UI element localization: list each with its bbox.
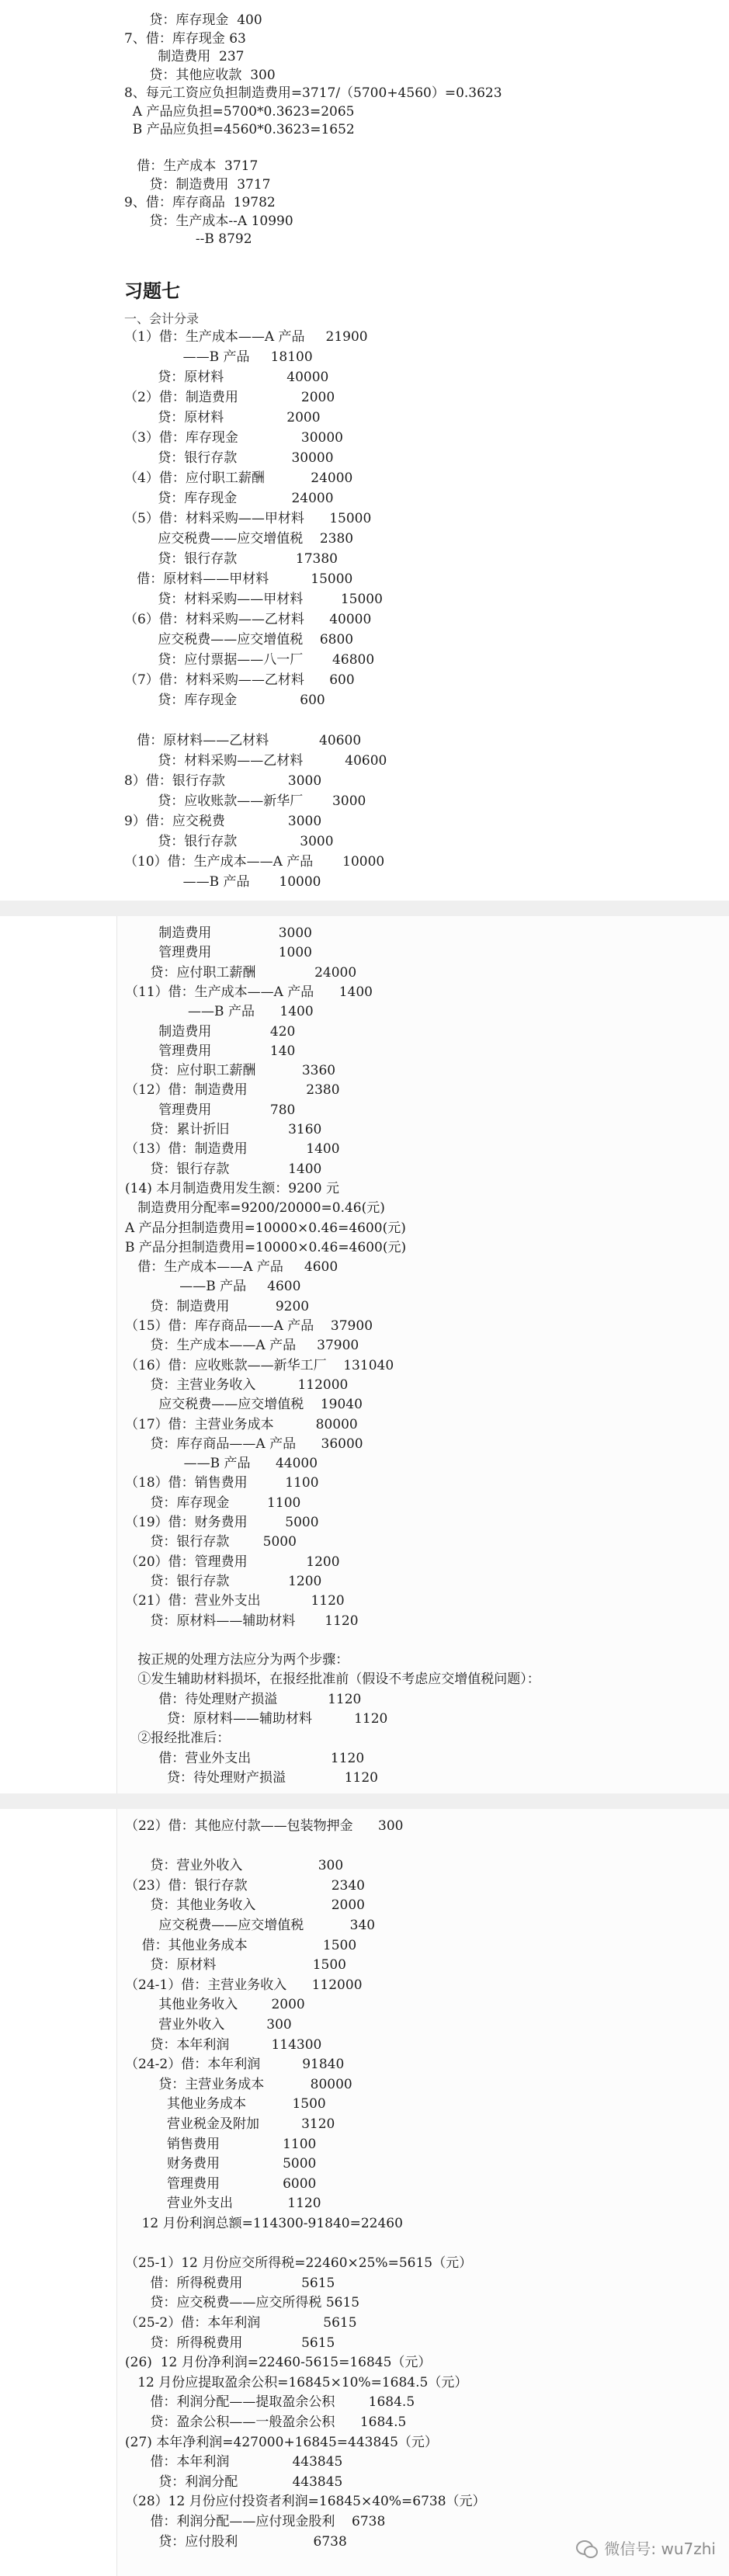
text-line: （16）借：应收账款——新华工厂 131040 bbox=[125, 1357, 394, 1373]
text-line: 9）借：应交税费 3000 bbox=[124, 814, 322, 829]
text-line: 借：原材料——甲材料 15000 bbox=[124, 571, 353, 587]
text-line: 贷：银行存款 1200 bbox=[125, 1573, 322, 1589]
text-line: 其他业务收入 2000 bbox=[125, 1997, 305, 2013]
text-line: 贷：待处理财产损溢 1120 bbox=[125, 1769, 378, 1786]
text-line: （2）借：制造费用 2000 bbox=[124, 390, 335, 405]
text-line: 财务费用 5000 bbox=[125, 2156, 317, 2172]
text-line: (26) 12 月份净利润=22460-5615=16845（元） bbox=[125, 2355, 432, 2371]
text-line: 9、借：库存商品 19782 bbox=[124, 195, 276, 210]
text-line: （24-2）借：本年利润 91840 bbox=[125, 2057, 345, 2073]
text-line: --B 8792 bbox=[124, 231, 252, 247]
text-line: A 产品应负担=5700*0.3623=2065 bbox=[124, 103, 355, 120]
text-line: 借：所得税费用 5615 bbox=[125, 2275, 335, 2291]
text-line: 贷：营业外收入 300 bbox=[125, 1858, 344, 1874]
text-line: 贷：原材料——辅助材料 1120 bbox=[125, 1711, 388, 1727]
text-line: 借：生产成本——A 产品 4600 bbox=[125, 1259, 338, 1276]
text-line: 应交税费——应交增值税 6800 bbox=[124, 632, 354, 647]
text-line: 贷：银行存款 17380 bbox=[124, 551, 338, 567]
text-line: 应交税费——应交增值税 19040 bbox=[125, 1397, 363, 1413]
text-line: 贷：应付职工薪酬 3360 bbox=[125, 1063, 336, 1079]
text-line: 贷：应付职工薪酬 24000 bbox=[125, 964, 357, 981]
text-line: 12 月份利润总额=114300-91840=22460 bbox=[125, 2216, 403, 2231]
text-line: （1）借：生产成本——A 产品 21900 bbox=[124, 329, 368, 345]
text-line: 营业外收入 300 bbox=[125, 2017, 292, 2033]
text-line: (14) 本月制造费用发生额：9200 元 bbox=[125, 1180, 339, 1196]
text-line: 借：待处理财产损溢 1120 bbox=[125, 1691, 362, 1707]
text-line: （21）借：营业外支出 1120 bbox=[125, 1593, 345, 1609]
text-line: 制造费用分配率=9200/20000=0.46(元) bbox=[125, 1200, 385, 1217]
text-line: 贷：原材料——辅助材料 1120 bbox=[125, 1613, 359, 1629]
text-line: 销售费用 1100 bbox=[125, 2136, 317, 2152]
wechat-icon bbox=[576, 2539, 598, 2557]
text-line: 贷：银行存款 3000 bbox=[124, 834, 334, 849]
text-line: 按正规的处理方法应分为两个步骤： bbox=[125, 1652, 349, 1668]
text-line: 管理费用 780 bbox=[125, 1102, 296, 1118]
text-line: （24-1）借：主营业务收入 112000 bbox=[125, 1977, 363, 1993]
text-line: B 产品应负担=4560*0.3623=1652 bbox=[124, 122, 355, 137]
text-line: 贷：原材料 2000 bbox=[124, 410, 321, 425]
wechat-id-footer bbox=[576, 2536, 716, 2559]
text-line: 贷：材料采购——乙材料 40600 bbox=[124, 753, 387, 769]
text-line: 贷：其他业务收入 2000 bbox=[125, 1897, 365, 1914]
text-line: 贷：主营业务成本 80000 bbox=[125, 2076, 352, 2092]
text-line: 贷：材料采购——甲材料 15000 bbox=[124, 592, 383, 607]
text-line: 借：利润分配——提取盈余公积 1684.5 bbox=[125, 2394, 415, 2411]
text-line: （11）借：生产成本——A 产品 1400 bbox=[125, 984, 373, 1000]
document-page-1 bbox=[0, 0, 729, 901]
text-line: 借：营业外支出 1120 bbox=[125, 1750, 365, 1766]
text-line: 贷：主营业务收入 112000 bbox=[125, 1377, 349, 1393]
wechat-id-label: 微信号: wu7zhi bbox=[604, 2540, 716, 2558]
text-line: 贷：生产成本--A 10990 bbox=[124, 213, 293, 229]
text-line: （13）借：制造费用 1400 bbox=[125, 1141, 340, 1158]
text-line: ——B 产品 1400 bbox=[125, 1004, 314, 1020]
text-line: 应交税费——应交增值税 340 bbox=[125, 1918, 376, 1933]
text-line: 其他业务成本 1500 bbox=[125, 2096, 326, 2113]
text-line: 贷：库存现金 400 bbox=[124, 12, 262, 28]
text-line: 贷：应交税费——应交所得税 5615 bbox=[125, 2295, 360, 2311]
text-line: 贷：原材料 40000 bbox=[124, 370, 329, 385]
text-line: （28）12 月份应付投资者利润=16845×40%=6738（元） bbox=[125, 2494, 486, 2510]
text-line: 借：利润分配——应付现金股利 6738 bbox=[125, 2514, 386, 2529]
section-heading: 习题七 bbox=[124, 279, 180, 302]
text-line: 营业税金及附加 3120 bbox=[125, 2116, 335, 2132]
text-line: （22）借：其他应付款——包装物押金 300 bbox=[125, 1818, 404, 1834]
text-line: 贷：其他应收款 300 bbox=[124, 67, 276, 83]
text-line: （12）借：制造费用 2380 bbox=[125, 1082, 340, 1099]
text-line: （3）借：库存现金 30000 bbox=[124, 430, 343, 446]
text-line: 贷：制造费用 3717 bbox=[124, 176, 271, 193]
text-line: 贷：库存商品——A 产品 36000 bbox=[125, 1436, 363, 1452]
text-line: 贷：银行存款 5000 bbox=[125, 1534, 297, 1550]
text-line: 管理费用 6000 bbox=[125, 2175, 317, 2192]
text-line: 贷：银行存款 1400 bbox=[125, 1161, 322, 1177]
text-line: 12 月份应提取盈余公积=16845×10%=1684.5（元） bbox=[125, 2374, 468, 2390]
text-line: (27) 本年净利润=427000+16845=443845（元） bbox=[125, 2434, 438, 2450]
text-line: 借：本年利润 443845 bbox=[125, 2454, 343, 2470]
text-line: 借：生产成本 3717 bbox=[124, 158, 259, 174]
document-page-3 bbox=[116, 1809, 729, 2576]
text-line: 贷：原材料 1500 bbox=[125, 1957, 346, 1974]
text-line: 借：其他业务成本 1500 bbox=[125, 1937, 357, 1953]
text-line: 管理费用 140 bbox=[125, 1043, 296, 1059]
text-line: 8）借：银行存款 3000 bbox=[124, 773, 322, 789]
text-line: ①发生辅助材料损坏，在报经批准前（假设不考虑应交增值税问题）： bbox=[125, 1672, 540, 1688]
text-line: 制造费用 237 bbox=[124, 49, 245, 64]
section-subheading: 一、会计分录 bbox=[124, 311, 200, 326]
text-line: 贷：所得税费用 5615 bbox=[125, 2335, 335, 2351]
text-line: 贷：制造费用 9200 bbox=[125, 1298, 310, 1314]
text-line: ——B 产品 44000 bbox=[125, 1456, 318, 1472]
page-gap bbox=[0, 1793, 729, 1809]
text-line: 7、借：库存现金 63 bbox=[124, 30, 246, 47]
text-line: 8、每元工资应负担制造费用=3717/（5700+4560）=0.3623 bbox=[124, 85, 502, 101]
text-line: 应交税费——应交增值税 2380 bbox=[124, 531, 354, 547]
text-line: （17）借：主营业务成本 80000 bbox=[125, 1416, 358, 1432]
text-line: 借：原材料——乙材料 40600 bbox=[124, 733, 362, 748]
text-line: 贷：累计折旧 3160 bbox=[125, 1122, 322, 1137]
text-line: （25-2）借：本年利润 5615 bbox=[125, 2315, 357, 2331]
text-line: 制造费用 3000 bbox=[125, 925, 312, 941]
text-line: 贷：本年利润 114300 bbox=[125, 2036, 322, 2053]
text-line: 贷：库存现金 24000 bbox=[124, 491, 334, 506]
text-line: （25-1）12 月份应交所得税=22460×25%=5615（元） bbox=[125, 2255, 473, 2272]
text-line: ——B 产品 4600 bbox=[125, 1279, 301, 1295]
text-line: 贷：盈余公积——一般盈余公积 1684.5 bbox=[125, 2415, 407, 2430]
text-line: 贷：利润分配 443845 bbox=[125, 2474, 343, 2490]
text-line: （7）借：材料采购——乙材料 600 bbox=[124, 672, 355, 688]
text-line: 贷：应付股利 6738 bbox=[125, 2533, 347, 2550]
text-line: ——B 产品 10000 bbox=[124, 874, 321, 890]
text-line: ——B 产品 18100 bbox=[124, 349, 313, 365]
text-line: 贷：生产成本——A 产品 37900 bbox=[125, 1338, 359, 1354]
text-line: 营业外支出 1120 bbox=[125, 2196, 321, 2212]
text-line: A 产品分担制造费用=10000×0.46=4600(元) bbox=[125, 1220, 406, 1236]
text-line: 贷：应付票据——八一厂 46800 bbox=[124, 652, 375, 668]
text-line: 贷：应收账款——新华厂 3000 bbox=[124, 793, 366, 809]
text-line: （15）借：库存商品——A 产品 37900 bbox=[125, 1318, 373, 1334]
text-line: （4）借：应付职工薪酬 24000 bbox=[124, 470, 353, 486]
text-line: （20）借：管理费用 1200 bbox=[125, 1554, 340, 1570]
text-line: （18）借：销售费用 1100 bbox=[125, 1475, 319, 1491]
text-line: ②报经批准后： bbox=[125, 1731, 231, 1747]
text-line: 贷：银行存款 30000 bbox=[124, 450, 334, 466]
text-line: （10）借：生产成本——A 产品 10000 bbox=[124, 854, 385, 870]
text-line: （5）借：材料采购——甲材料 15000 bbox=[124, 511, 372, 526]
text-line: 管理费用 1000 bbox=[125, 945, 312, 961]
document-page-2 bbox=[116, 916, 729, 1793]
text-line: （23）借：银行存款 2340 bbox=[125, 1877, 365, 1894]
text-line: 贷：库存现金 600 bbox=[124, 693, 325, 708]
text-line: （6）借：材料采购——乙材料 40000 bbox=[124, 612, 372, 627]
text-line: 贷：库存现金 1100 bbox=[125, 1495, 301, 1511]
text-line: 制造费用 420 bbox=[125, 1023, 296, 1040]
text-line: （19）借：财务费用 5000 bbox=[125, 1515, 319, 1530]
text-line: B 产品分担制造费用=10000×0.46=4600(元) bbox=[125, 1239, 407, 1255]
page-gap bbox=[0, 901, 729, 916]
